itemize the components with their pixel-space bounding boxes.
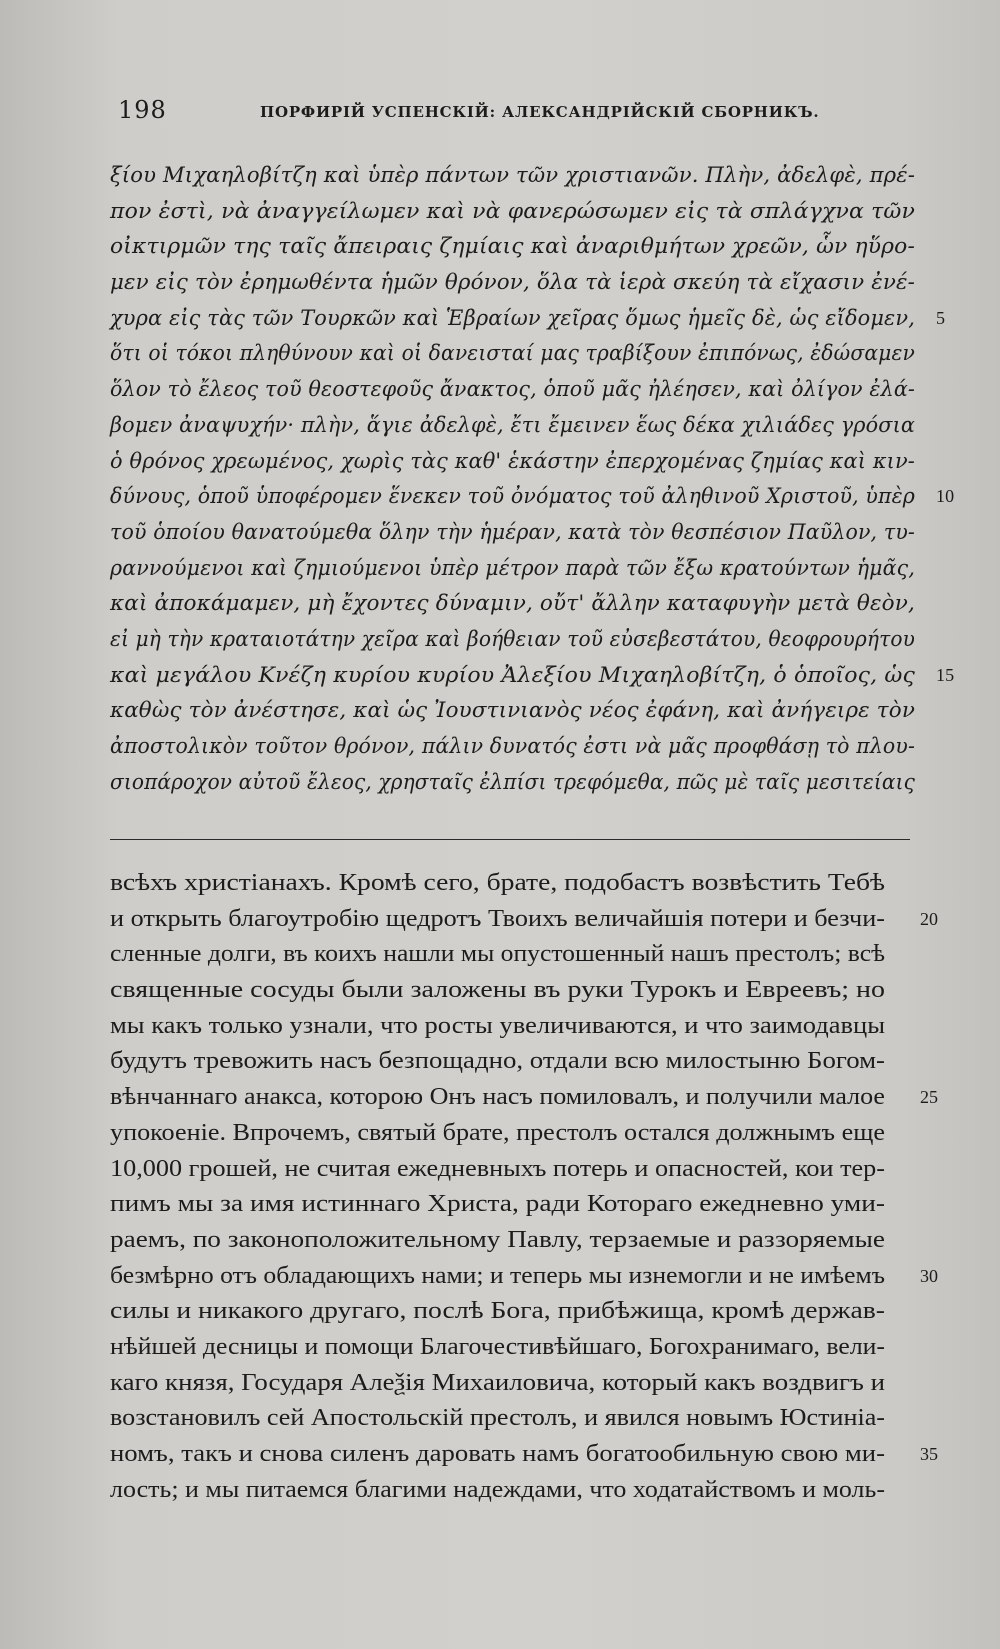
text-line — [110, 444, 920, 480]
text-line — [110, 515, 920, 551]
line-text: μεν εἰς τὸν ἐρημωθέντα ἡμῶν θρόνον, ὅλα τὰ ἱερὰ σκεύη τὰ εἴχασιν ἐνέ- — [110, 270, 915, 296]
line-text: будутъ тревожить насъ безпощадно, отдали всю милостыню Богом- — [110, 1048, 885, 1075]
text-line — [110, 586, 920, 622]
line-number: 15 — [936, 664, 955, 685]
running-title: ПОРФИРІЙ УСПЕНСКІЙ: АЛЕКСАНДРІЙСКІЙ СБОРНИКЪ. — [260, 103, 820, 121]
line-text: δύνους, ὁποῦ ὑποφέρομεν ἕνεκεν τοῦ ὀνόματος τοῦ ἀληθινοῦ Χριστοῦ, ὑπὲρ — [110, 484, 915, 510]
text-line — [110, 336, 920, 372]
text-line — [110, 229, 920, 265]
line-text: ξίου Μιχαηλοβίτζη καὶ ὑπὲρ πάντων τῶν χριστιανῶν. Πλὴν, ἀδελφὲ, πρέ- — [110, 163, 915, 188]
line-text: ὁ θρόνος χρεωμένος, χωρὶς τὰς καθ' ἑκάστην ἐπερχομένας ζημίας καὶ κιν- — [110, 448, 915, 474]
line-text: ἀποστολικὸν τοῦτον θρόνον, πάλιν δυνατός ἐστι νὰ μᾶς προφθάσῃ τὸ πλου- — [110, 734, 915, 759]
line-text: священные сосуды были заложены въ руки Турокъ и Евреевъ; но — [110, 977, 885, 1004]
line-text: καὶ ἀποκάμαμεν, μὴ ἔχοντες δύναμιν, οὔτ' ἄλλην καταφυγὴν μετὰ θεὸν, — [110, 591, 915, 617]
line-text: всѣхъ христіанахъ. Кромѣ сего, брате, подобастъ возвѣстить Тебѣ — [110, 870, 886, 896]
line-number: 35 — [920, 1444, 938, 1464]
text-line — [110, 1366, 910, 1402]
line-text: ραννούμενοι καὶ ζημιούμενοι ὑπὲρ μέτρον παρὰ τῶν ἔξω κρατούντων ἡμᾶς, — [110, 555, 915, 581]
text-line — [110, 1223, 910, 1259]
line-text: упокоеніе. Впрочемъ, святый брате, престолъ остался должнымъ еще — [110, 1119, 886, 1146]
line-text: πον ἐστὶ, νὰ ἀναγγείλωμεν καὶ νὰ φανερώσωμεν εἰς τὰ σπλάγχνα τῶν — [110, 198, 915, 224]
text-line — [110, 1009, 910, 1045]
text-line — [110, 408, 920, 444]
line-text: силы и никакого другаго, послѣ Бога, прибѣжища, кромѣ держав- — [110, 1298, 885, 1325]
text-line — [110, 551, 920, 587]
text-line — [110, 902, 938, 938]
text-line — [110, 194, 920, 230]
text-line — [110, 729, 920, 765]
text-line — [110, 1473, 910, 1509]
line-text: τοῦ ὁποίου θανατούμεθα ὅλην τὴν ἡμέραν, κατὰ τὸν θεσπέσιον Παῦλον, τυ- — [110, 519, 915, 545]
text-line — [110, 693, 920, 729]
text-line — [110, 622, 920, 658]
text-line — [110, 1437, 938, 1473]
text-line — [110, 1259, 938, 1295]
line-number: 25 — [920, 1087, 938, 1108]
line-text: возстановилъ сей Апостольскій престолъ, и явился новымъ Юстиніа- — [110, 1405, 885, 1432]
line-text: каго князя, Государя Алеѯія Михаиловича, который какъ воздвигъ и — [110, 1369, 885, 1396]
line-text: οἰκτιρμῶν της ταῖς ἄπειραις ζημίαις καὶ ἀναριθμήτων χρεῶν, ὧν ηὕρο- — [110, 234, 915, 260]
line-text: сленные долги, въ коихъ нашли мы опустошенный нашъ престолъ; всѣ — [110, 941, 885, 968]
text-line — [110, 658, 955, 694]
line-number: 20 — [920, 908, 938, 929]
line-text: καθὼς τὸν ἀνέστησε, καὶ ὡς Ἰουστινιανὸς νέος ἐφάνη, καὶ ἀνήγειρε τὸν — [110, 698, 915, 724]
line-text: нѣйшей десницы и помощи Благочестивѣйшаго, Богохранимаго, вели- — [110, 1333, 885, 1360]
line-text: безмѣрно отъ обладающихъ нами; и теперь мы изнемогли и не имѣемъ — [110, 1262, 885, 1289]
russian-text-block — [110, 866, 938, 1508]
text-line — [110, 937, 910, 973]
line-text: номъ, такъ и снова силенъ даровать намъ богатообильную свою ми- — [110, 1441, 885, 1467]
line-text: 10,000 грошей, не считая ежедневныхъ потерь и опасностей, кои тер- — [110, 1155, 885, 1182]
line-text: вѣнчаннаго анакса, которою Онъ насъ помиловалъ, и получили малое — [110, 1084, 885, 1111]
text-line — [110, 1044, 910, 1080]
text-line — [110, 265, 920, 301]
line-number: 30 — [920, 1265, 938, 1286]
line-text: καὶ μεγάλου Κνέζη κυρίου κυρίου Ἀλεξίου Μιχαηλοβίτζη, ὁ ὁποῖος, ὡς — [110, 662, 915, 688]
line-text: ὅτι οἱ τόκοι πληθύνουν καὶ οἱ δανεισταί μας τραβίξουν ἐπιπόνως, ἐδώσαμεν — [110, 341, 915, 367]
text-line — [110, 479, 955, 515]
page-number: 198 — [118, 96, 167, 124]
line-number: 10 — [936, 486, 955, 507]
greek-text-block — [110, 158, 955, 800]
line-number: 5 — [936, 307, 946, 328]
text-line — [110, 1401, 910, 1437]
line-text: βομεν ἀναψυχήν· πλὴν, ἅγιε ἀδελφὲ, ἔτι ἔμεινεν ἕως δέκα χιλιάδες γρόσια — [110, 412, 915, 438]
text-line — [110, 301, 946, 337]
line-text: εἰ μὴ τὴν κραταιοτάτην χεῖρα καὶ βοήθειαν τοῦ εὐσεβεστάτου, θεοφρουρήτου — [110, 626, 915, 652]
text-line — [110, 1187, 910, 1223]
line-text: и открыть благоутробію щедротъ Твоихъ величайшія потери и безчи- — [110, 905, 885, 932]
text-line — [110, 866, 910, 902]
footnote-divider — [110, 839, 910, 840]
page-header — [118, 96, 918, 136]
line-text: пимъ мы за имя истиннаго Христа, ради Котораго ежедневно уми- — [110, 1191, 885, 1218]
text-line — [110, 158, 920, 194]
line-text: лость; и мы питаемся благими надеждами, что ходатайствомъ и моль- — [110, 1476, 885, 1503]
text-line — [110, 1116, 910, 1152]
line-text: ὅλον τὸ ἔλεος τοῦ θεοστεφοῦς ἄνακτος, ὁποῦ μᾶς ἠλέησεν, καὶ ὀλίγον ἐλά- — [110, 377, 915, 403]
text-line — [110, 1080, 938, 1116]
text-line — [110, 1152, 910, 1188]
line-text: σιοπάροχον αὐτοῦ ἔλεος, χρησταῖς ἐλπίσι τρεφόμεθα, πῶς μὲ ταῖς μεσιτείαις — [110, 769, 915, 795]
line-text: раемъ, по законоположительному Павлу, терзаемые и раззоряемые — [110, 1226, 885, 1253]
text-line — [110, 1294, 910, 1330]
text-line — [110, 973, 910, 1009]
text-line — [110, 372, 920, 408]
text-line — [110, 765, 920, 801]
line-text: χυρα εἰς τὰς τῶν Τουρκῶν καὶ Ἑβραίων χεῖρας ὅμως ἡμεῖς δὲ, ὡς εἴδομεν, — [110, 305, 915, 331]
text-line — [110, 1330, 910, 1366]
line-text: мы какъ только узнали, что росты увеличиваются, и что заимодавцы — [110, 1012, 885, 1039]
